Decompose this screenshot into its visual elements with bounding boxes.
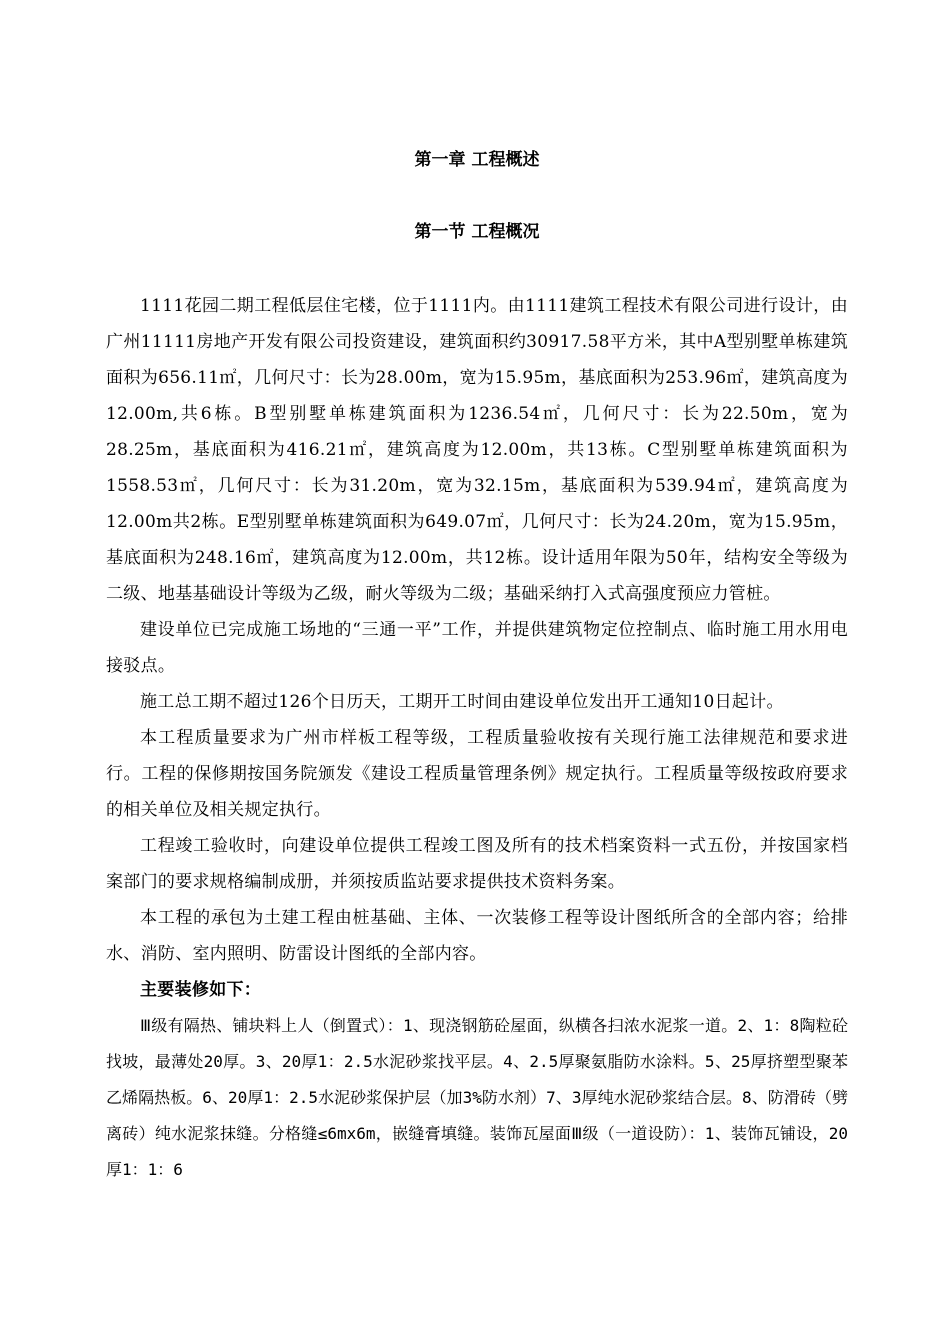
decoration-label: 主要装修如下： [140,980,262,1000]
paragraph-site-preparation: 建设单位已完成施工场地的“三通一平”工作，并提供建筑物定位控制点、临时施工用水用电接驳点。 [106,620,848,676]
paragraph-quality: 本工程质量要求为广州市样板工程等级，工程质量验收按有关现行施工法律规范和要求进行。工程的保修期按国务院颁发《建设工程质量管理条例》规定执行。工程质量等级按政府要求的相关单位及相关规定执行。 [106,728,848,820]
paragraph-overview: 1111花园二期工程低层住宅楼，位于1111内。由1111建筑工程技术有限公司进行设计，由广州11111房地产开发有限公司投资建设，建筑面积约30917.58平方米，其中A型别墅单栋建筑面积为656.11㎡，几何尺寸：长为28.00m，宽为15.95m，基底面积为253.96㎡，建筑高度为12.00m,共6栋。B型别墅单栋建筑面积为1236.54㎡，几何尺寸：长为22.50m，宽为28.25m，基底面积为416.21㎡，建筑高度为12.00m，共13栋。C型别墅单栋建筑面积为1558.53㎡，几何尺寸：长为31.20m，宽为32.15m，基底面积为539.94㎡，建筑高度为12.00m共2栋。E型别墅单栋建筑面积为649.07㎡，几何尺寸：长为24.20m，宽为15.95m，基底面积为248.16㎡，建筑高度为12.00m，共12栋。设计适用年限为50年，结构安全等级为二级、地基基础设计等级为乙级，耐火等级为二级；基础采纳打入式高强度预应力管桩。 [106,296,848,604]
section-title: 第一节 工程概况 [414,222,540,242]
paragraph-schedule: 施工总工期不超过126个日历天，工期开工时间由建设单位发出开工通知10日起计。 [140,692,784,712]
chapter-title: 第一章 工程概述 [414,150,540,170]
paragraph-scope: 本工程的承包为土建工程由桩基础、主体、一次装修工程等设计图纸所含的全部内容；给排水、消防、室内照明、防雷设计图纸的全部内容。 [106,908,848,964]
document-page [106,0,848,1344]
paragraph-decoration: Ⅲ级有隔热、铺块料上人（倒置式）：1、现浇钢筋砼屋面，纵横各扫浓水泥浆一道。2、1：8陶粒砼找坡，最薄处20厚。3、20厚1：2.5水泥砂浆找平层。4、2.5厚聚氨脂防水涂料。5、25厚挤塑型聚苯乙烯隔热板。6、20厚1：2.5水泥砂浆保护层（加3%防水剂）7、3厚纯水泥砂浆结合层。8、防滑砖（劈离砖）纯水泥浆抹缝。分格缝≤6mx6m，嵌缝膏填缝。装饰瓦屋面Ⅲ级（一道设防）：1、装饰瓦铺设，20厚1：1：6 [106,1016,848,1179]
paragraph-acceptance: 工程竣工验收时，向建设单位提供工程竣工图及所有的技术档案资料一式五份，并按国家档案部门的要求规格编制成册，并须按质监站要求提供技术资料务案。 [106,836,848,892]
document-body [106,288,848,1188]
